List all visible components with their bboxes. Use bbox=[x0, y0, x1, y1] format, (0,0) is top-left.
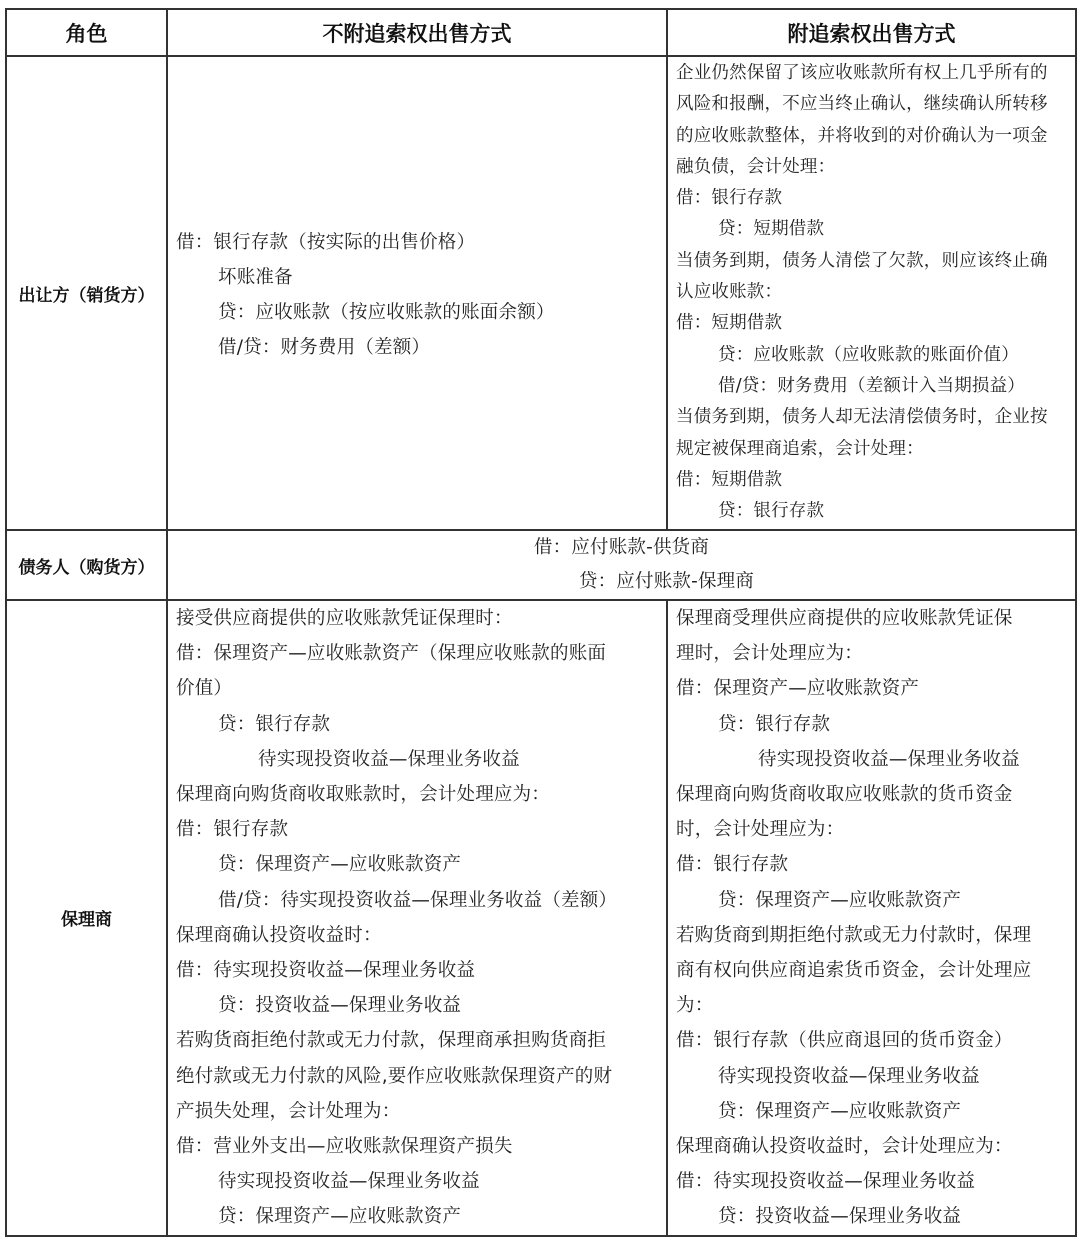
entry-line: 借：银行存款 bbox=[676, 854, 789, 876]
entry-line: 贷：保理资产—应收账款资产 bbox=[718, 889, 962, 911]
entry-line: 待实现投资收益—保理业务收益 bbox=[258, 748, 520, 770]
entry-line: 保理商受理供应商提供的应收账款凭证保 bbox=[676, 608, 1013, 629]
table-row-debtor bbox=[6, 530, 1076, 600]
entry-line: 若购货商拒绝付款或无力付款，保理商承担购货商拒 bbox=[176, 1030, 607, 1052]
entry-line: 借：银行存款 bbox=[176, 819, 289, 841]
entry-line: 融负债，会计处理： bbox=[676, 156, 836, 177]
entry-line: 贷：银行存款 bbox=[218, 713, 331, 735]
entry-line: 待实现投资收益—保理业务收益 bbox=[218, 1171, 480, 1193]
entry-line: 借：银行存款（供应商退回的货币资金） bbox=[676, 1030, 1013, 1052]
entry-line: 借：保理资产—应收账款资产 bbox=[676, 678, 920, 700]
entry-line: 待实现投资收益—保理业务收益 bbox=[758, 748, 1020, 770]
entry-line: 的应收账款整体，并将收到的对价确认为一项金 bbox=[676, 125, 1048, 146]
entry-line: 借/贷：财务费用（差额计入当期损益） bbox=[718, 375, 1025, 396]
entry-line: 当债务到期，债务人清偿了欠款，则应该终止确 bbox=[676, 250, 1048, 271]
entry-line: 时，会计处理应为： bbox=[676, 819, 845, 841]
entry-line: 价值） bbox=[176, 678, 233, 700]
entry-line: 借：保理资产—应收账款资产（保理应收账款的账面 bbox=[176, 643, 607, 665]
header-role: 角色 bbox=[6, 9, 167, 56]
entry-line: 借：应付账款-供货商 bbox=[533, 537, 710, 558]
header-with-recourse: 附追索权出售方式 bbox=[667, 9, 1076, 56]
role-seller: 出让方（销货方） bbox=[6, 56, 167, 530]
entry-line: 产损失处理，会计处理为： bbox=[176, 1100, 401, 1122]
entry-line: 贷：保理资产—应收账款资产 bbox=[718, 1100, 962, 1122]
entry-line: 待实现投资收益—保理业务收益 bbox=[718, 1065, 980, 1087]
entry-line: 贷：银行存款 bbox=[718, 713, 831, 735]
entry-line: 借：银行存款 bbox=[676, 188, 783, 209]
entry-line: 若购货商到期拒绝付款或无力付款时，保理 bbox=[676, 924, 1032, 946]
entry-line: 贷：短期借款 bbox=[718, 219, 825, 240]
header-without-recourse: 不附追索权出售方式 bbox=[167, 9, 667, 56]
accounting-comparison-table bbox=[5, 8, 1077, 1237]
entry-line: 贷：应付账款-保理商 bbox=[578, 571, 755, 592]
entry-line: 借：短期借款 bbox=[676, 313, 783, 334]
seller-with-recourse-cell bbox=[667, 56, 1076, 530]
entry-line: 理时，会计处理应为： bbox=[676, 643, 864, 665]
entry-line: 借/贷：财务费用（差额） bbox=[218, 337, 431, 358]
factor-without-recourse-cell bbox=[167, 600, 667, 1236]
entry-line: 贷：应收账款（应收账款的账面价值） bbox=[718, 344, 1019, 365]
entry-line: 保理商向购货商收取账款时，会计处理应为： bbox=[176, 784, 551, 806]
header-row bbox=[6, 9, 1076, 56]
entry-line: 借：待实现投资收益—保理业务收益 bbox=[676, 1171, 976, 1193]
entry-line: 借：营业外支出—应收账款保理资产损失 bbox=[176, 1136, 513, 1158]
entry-line: 规定被保理商追索，会计处理： bbox=[676, 438, 924, 459]
factor-with-recourse-cell bbox=[667, 600, 1076, 1236]
entry-line: 借：短期借款 bbox=[676, 469, 783, 490]
entry-line: 贷：银行存款 bbox=[718, 501, 825, 522]
entry-line: 贷：保理资产—应收账款资产 bbox=[218, 1206, 462, 1228]
entry-line: 保理商向购货商收取应收账款的货币资金 bbox=[676, 784, 1013, 806]
entry-line: 贷：保理资产—应收账款资产 bbox=[218, 854, 462, 876]
entry-line: 贷：投资收益—保理业务收益 bbox=[218, 995, 462, 1017]
seller-without-recourse-cell bbox=[167, 56, 667, 530]
entry-line: 绝付款或无力付款的风险,要作应收账款保理资产的财 bbox=[176, 1065, 613, 1087]
entry-line: 风险和报酬，不应当终止确认，继续确认所转移 bbox=[676, 94, 1048, 115]
entry-line: 贷：投资收益—保理业务收益 bbox=[718, 1206, 962, 1228]
role-debtor: 债务人（购货方） bbox=[6, 530, 167, 600]
entry-line: 商有权向供应商追索货币资金，会计处理应 bbox=[676, 960, 1032, 982]
role-factor: 保理商 bbox=[6, 600, 167, 1236]
debtor-entries-cell bbox=[167, 530, 1076, 600]
entry-line: 当债务到期，债务人却无法清偿债务时，企业按 bbox=[676, 407, 1048, 428]
entry-line: 认应收账款： bbox=[676, 282, 783, 303]
entry-line: 保理商确认投资收益时，会计处理应为： bbox=[676, 1136, 1013, 1158]
entry-line: 坏账准备 bbox=[218, 267, 293, 288]
entry-line: 贷：应收账款（按应收账款的账面余额） bbox=[218, 302, 555, 323]
entry-line: 接受供应商提供的应收账款凭证保理时： bbox=[176, 608, 513, 629]
entry-line: 企业仍然保留了该应收账款所有权上几乎所有的 bbox=[676, 63, 1048, 83]
table-row-factor bbox=[6, 600, 1076, 1236]
table-row-seller bbox=[6, 56, 1076, 530]
entry-line: 为： bbox=[676, 995, 714, 1017]
entry-line: 保理商确认投资收益时： bbox=[176, 924, 382, 946]
entry-line: 借：待实现投资收益—保理业务收益 bbox=[176, 960, 476, 982]
entry-line: 借/贷：待实现投资收益—保理业务收益（差额） bbox=[218, 889, 618, 911]
entry-line: 借：银行存款（按实际的出售价格） bbox=[176, 232, 476, 253]
